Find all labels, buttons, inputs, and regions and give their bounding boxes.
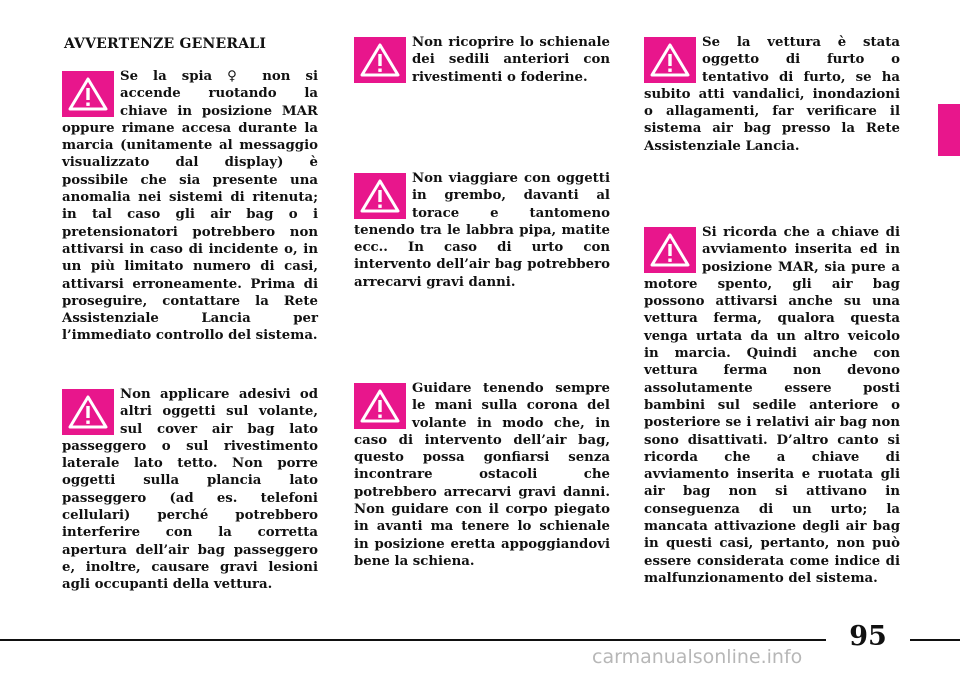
warning-triangle-icon [62,389,114,435]
warning-triangle-icon [62,71,114,117]
warning-block-airbag-light [62,68,318,345]
warning-block-key-mar [644,224,900,587]
warning-text: Si ricorda che a chiave di avviamento inserita ed in posizione MAR, sia pure a motore spento, gli air bag possono attivarsi anche su una vettura ferma, qualora questa venga urtata da un altro veicolo in marcia. Quindi anche con vettura ferma non devono assolutamente essere posti bambini sul sedile anteriore o posteriore se i relativi air bag non sono disattivati. D’altro canto si ricorda che a chiave di avviamento inserita e ruotata gli air bag non si attivano in conseguenza di un urto; la mancata attivazione degli air bag in questi casi, pertanto, non può essere considerata come indice di malfunzionamento del sistema. [644,225,900,586]
warning-block-no-stickers [62,386,318,594]
warning-text: Non viaggiare con oggetti in grembo, davanti al torace e tantomeno tenendo tra le labbra pipa, matite ecc.. In caso di urto con intervento dell’air bag potrebbero arrecarvi gravi danni. [354,171,610,290]
warning-text: Non applicare adesivi od altri oggetti sul volante, sul cover air bag lato passeggero o sul rivestimento laterale lato tetto. Non porre oggetti sulla plancia lato passeggero (ad es. telefoni cellulari) perché potrebbero interferire con la corretta apertura dell’air bag passeggero e, inoltre, causare gravi lesioni agli occupanti della vettura. [62,387,318,593]
warning-triangle-icon [644,37,696,83]
warning-text: Non ricoprire lo schienale dei sedili anteriori con rivestimenti o foderine. [412,35,610,85]
warning-triangle-icon [354,173,406,219]
warning-text: Se la vettura è stata oggetto di furto o tentativo di furto, se ha subito atti vandalici, inondazioni o allagamenti, far verificare il sistema air bag presso la Rete Assistenziale Lancia. [644,35,900,154]
warning-text: Se la spia ♀ non si accende ruotando la chiave in posizione MAR oppure rimane accesa durante la marcia (unitamente al messaggio visualizzato dal display) è possibile che sia presente una anomalia nei sistemi di ritenuta; in tal caso gli air bag o i pretensionatori potrebbero non attivarsi in caso di incidente o, in un più limitato numero di casi, attivarsi erroneamente. Prima di proseguire, contattare la Rete Assistenziale Lancia per l’immediato controllo del sistema. [62,69,318,344]
warning-block-theft [644,34,900,155]
warning-block-objects-on-lap [354,170,610,291]
warning-triangle-icon [354,37,406,83]
section-heading: AVVERTENZE GENERALI [64,36,267,52]
watermark: carmanualsonline.info [592,646,803,668]
footer-rule-right [910,639,960,641]
warning-block-driving-position [354,380,610,570]
section-tab-marker [938,104,960,156]
page-number: 95 [849,621,887,652]
warning-triangle-icon [354,383,406,429]
warning-block-seat-covers [354,34,610,86]
warning-text: Guidare tenendo sempre le mani sulla corona del volante in modo che, in caso di intervento dell’air bag, questo possa gonfiarsi senza incontrare ostacoli che potrebbero arrecarvi gravi danni. Non guidare con il corpo piegato in avanti ma tenere lo schienale in posizione eretta appoggiandovi bene la schiena. [354,381,610,569]
warning-triangle-icon [644,227,696,273]
footer-rule-left [0,639,826,641]
